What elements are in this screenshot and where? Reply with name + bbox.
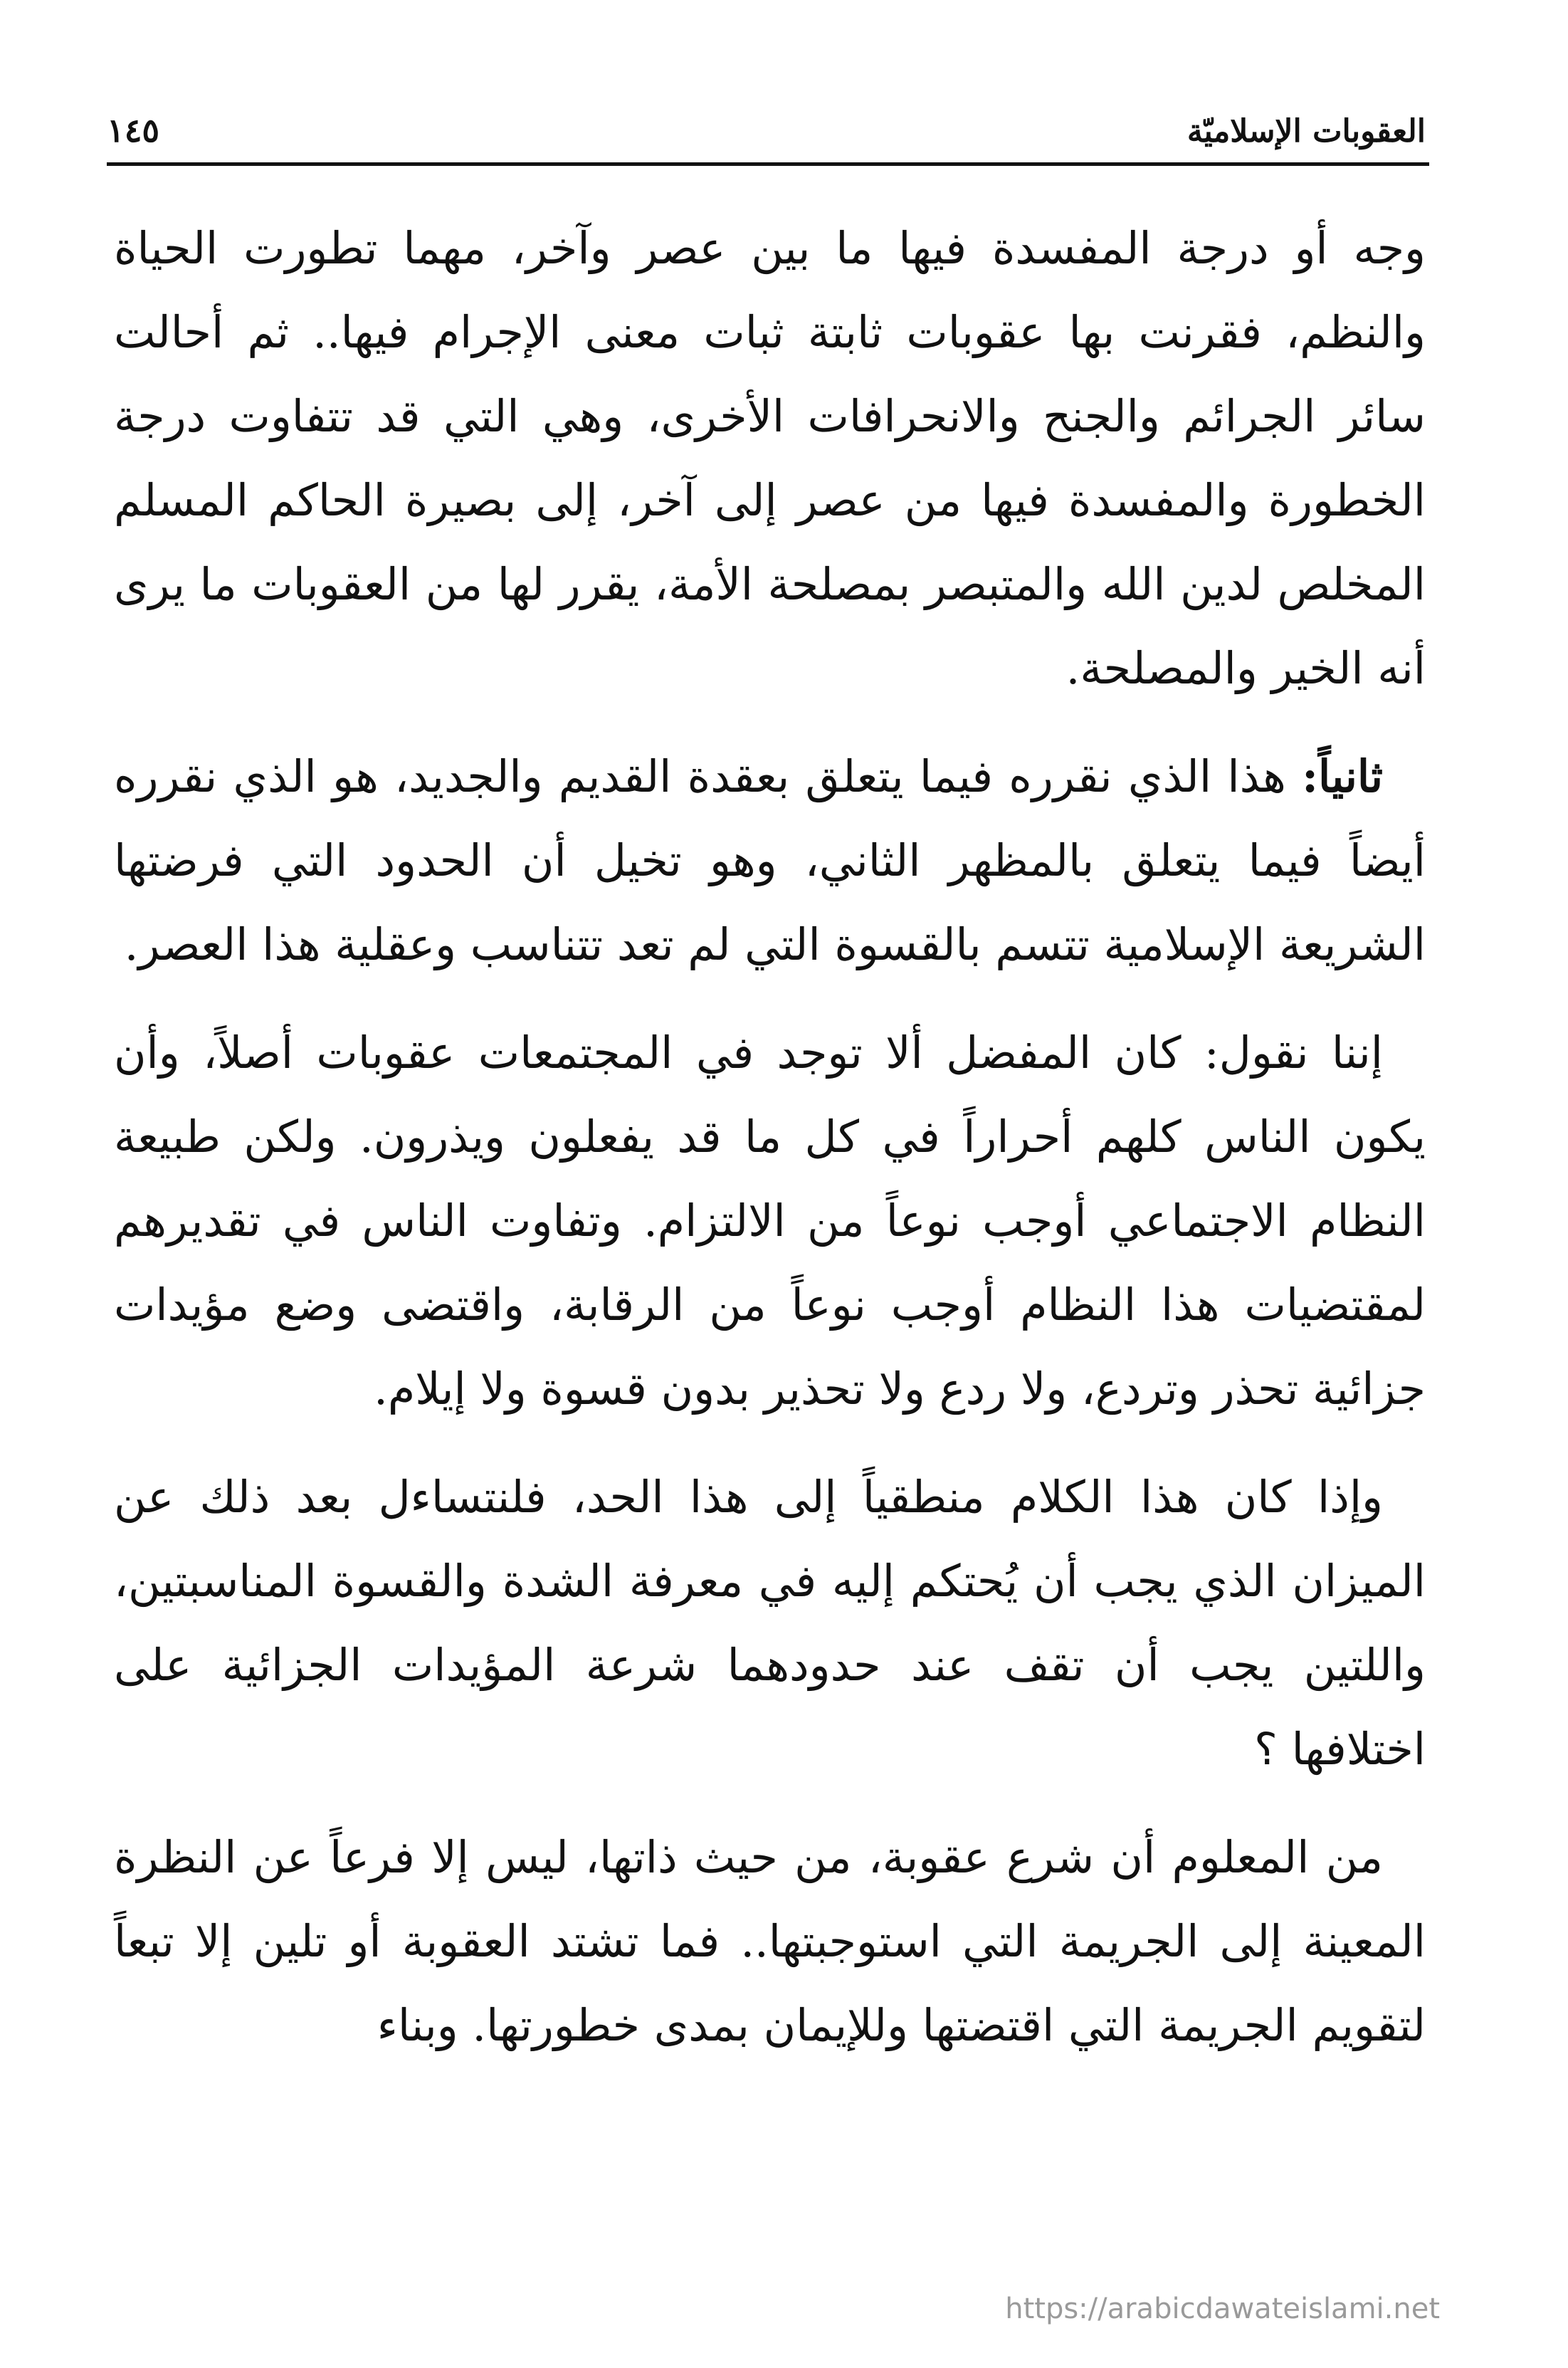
watermark-url: https://arabicdawateislami.net — [1005, 2293, 1440, 2325]
paragraph-3 — [114, 1011, 1426, 1431]
paragraph-2-lead: ثانياً: — [1302, 750, 1383, 802]
page-number: ١٤٥ — [107, 111, 160, 150]
paragraph-1 — [114, 206, 1426, 711]
paragraph-1-text: وجه أو درجة المفسدة فيها ما بين عصر وآخر، مهما تطورت الحياة والنظم، فقرنت بها عقوبات ثابتة ثبات معنى الإجرام فيها.. ثم أحالت سائر الجرائم والجنح والانحرافات الأخرى، وهي التي قد تتفاوت درجة الخطورة والمفسدة فيها من عصر إلى آخر، إلى بصيرة الحاكم المسلم المخلص لدين الله والمتبصر بمصلحة الأمة، يقرر لها من العقوبات ما يرى أنه الخير والمصلحة. — [114, 222, 1426, 694]
running-head — [107, 93, 1426, 150]
paragraph-4-text: وإذا كان هذا الكلام منطقياً إلى هذا الحد، فلنتساءل بعد ذلك عن الميزان الذي يجب أن يُحتكم إليه في معرفة الشدة والقسوة المناسبتين، واللتين يجب أن تقف عند حدودهما شرعة المؤيدات الجزائية على اختلافها ؟ — [114, 1471, 1426, 1775]
header-rule — [107, 162, 1429, 166]
body-text — [114, 206, 1426, 2092]
paragraph-5 — [114, 1816, 1426, 2068]
paragraph-2 — [114, 735, 1426, 987]
paragraph-5-text: من المعلوم أن شرع عقوبة، من حيث ذاتها، ليس إلا فرعاً عن النظرة المعينة إلى الجريمة التي استوجبتها.. فما تشتد العقوبة أو تلين إلا تبعاً لتقويم الجريمة التي اقتضتها وللإيمان بمدى خطورتها. وبناء — [114, 1831, 1426, 2051]
paragraph-4 — [114, 1455, 1426, 1791]
paragraph-3-text: إننا نقول: كان المفضل ألا توجد في المجتمعات عقوبات أصلاً، وأن يكون الناس كلهم أحراراً في كل ما قد يفعلون ويذرون. ولكن طبيعة النظام الاجتماعي أوجب نوعاً من الالتزام. وتفاوت الناس في تقديرهم لمقتضيات هذا النظام أوجب نوعاً من الرقابة، واقتضى وضع مؤيدات جزائية تحذر وتردع، ولا ردع ولا تحذير بدون قسوة ولا إيلام. — [114, 1027, 1426, 1415]
paragraph-2-text: هذا الذي نقرره فيما يتعلق بعقدة القديم والجديد، هو الذي نقرره أيضاً فيما يتعلق بالمظهر الثاني، وهو تخيل أن الحدود التي فرضتها الشريعة الإسلامية تتسم بالقسوة التي لم تعد تتناسب وعقلية هذا العصر. — [114, 750, 1426, 970]
running-head-title: العقوبات الإسلاميّة — [1186, 113, 1426, 150]
